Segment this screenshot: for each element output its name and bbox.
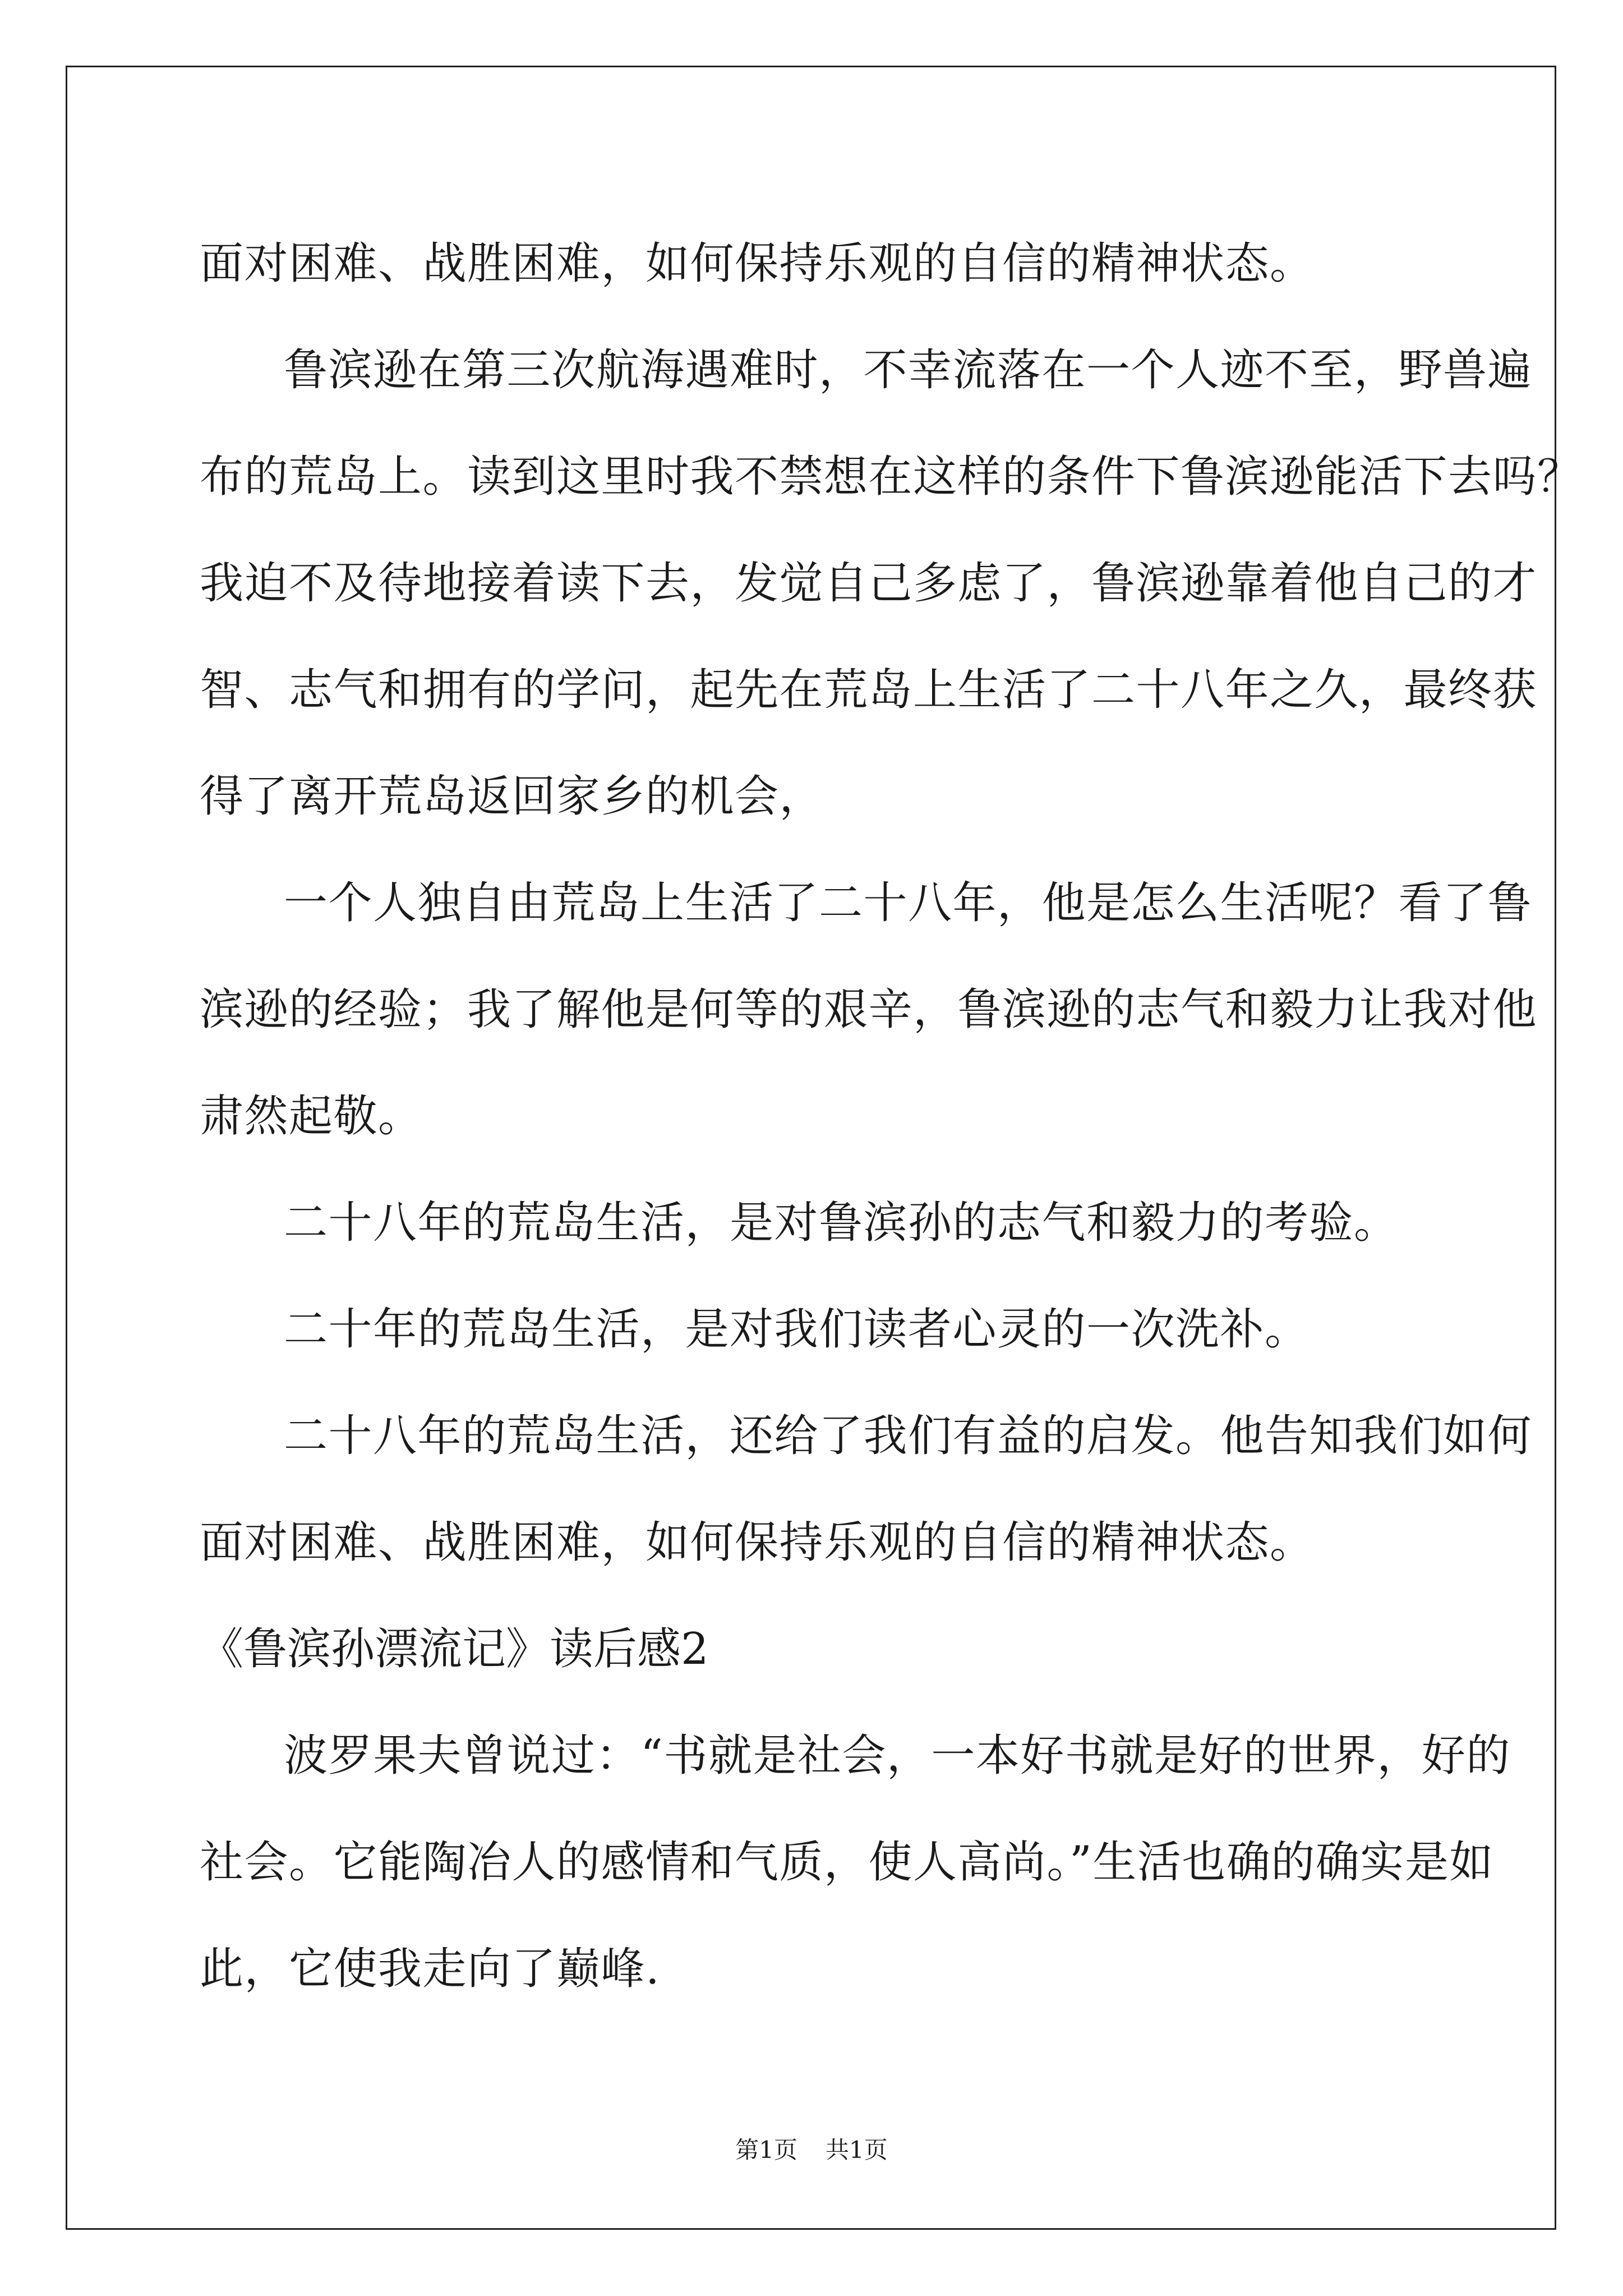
page-number: 第1页: [735, 2136, 797, 2164]
text-line: 社会。它能陶冶人的感情和气质，使人高尚。”生活也确的确实是如: [200, 1837, 1494, 1888]
section-title: 《鲁滨孙漂流记》读后感2: [200, 1624, 709, 1674]
text-line: 得了离开荒岛返回家乡的机会，: [200, 771, 824, 822]
text-line: 此，它使我走向了巅峰.: [200, 1944, 661, 1994]
text-line: 二十八年的荒岛生活，还给了我们有益的启发。他告知我们如何: [284, 1411, 1533, 1461]
text-line: 一个人独自由荒岛上生活了二十八年，他是怎么生活呢？看了鲁: [284, 878, 1533, 928]
text-line: 鲁滨逊在第三次航海遇难时，不幸流落在一个人迹不至，野兽遍: [284, 345, 1533, 395]
text-line: 我迫不及待地接着读下去，发觉自己多虑了，鲁滨逊靠着他自己的才: [200, 558, 1538, 609]
text-line: 二十八年的荒岛生活，是对鲁滨孙的志气和毅力的考验。: [284, 1198, 1399, 1248]
document-body: [200, 210, 1582, 2022]
text-line: 滨逊的经验；我了解他是何等的艰辛，鲁滨逊的志气和毅力让我对他: [200, 984, 1538, 1035]
text-line: 肃然起敬。: [200, 1091, 423, 1142]
page-total: 共1页: [826, 2136, 888, 2164]
text-line: 二十年的荒岛生活，是对我们读者心灵的一次洗补。: [284, 1304, 1310, 1355]
text-line: 面对困难、战胜困难，如何保持乐观的自信的精神状态。: [200, 238, 1315, 289]
text-line: 波罗果夫曾说过：“书就是社会，一本好书就是好的世界，好的: [284, 1731, 1511, 1781]
text-line: 面对困难、战胜困难，如何保持乐观的自信的精神状态。: [200, 1517, 1315, 1568]
text-line: 智、志气和拥有的学问，起先在荒岛上生活了二十八年之久，最终获: [200, 665, 1538, 715]
page-footer: [0, 2133, 1623, 2167]
text-line: 布的荒岛上。读到这里时我不禁想在这样的条件下鲁滨逊能活下去吗？: [200, 452, 1582, 502]
